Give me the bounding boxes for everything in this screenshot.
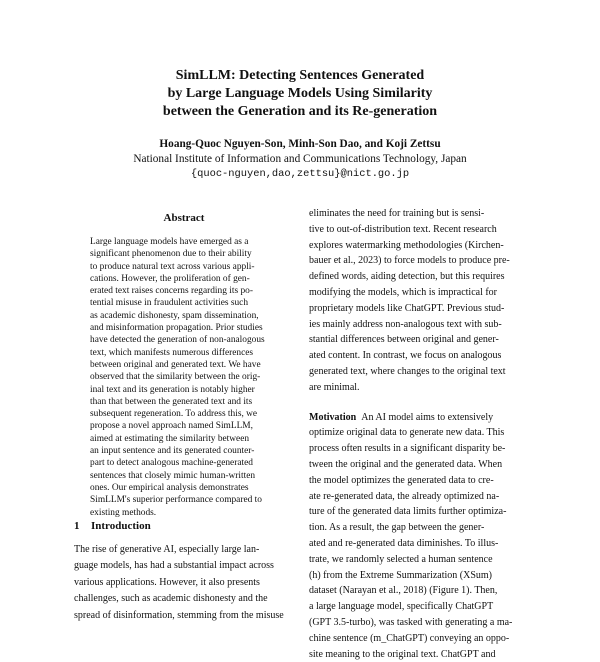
motivation-first-text: An AI model aims to extensively: [361, 411, 494, 423]
body-line: the model optimizes the generated data to cre-: [309, 474, 494, 486]
body-line: ies mainly address non-analogous text with sub-: [309, 318, 502, 330]
paragraph-gap: [309, 396, 531, 410]
introduction-body: [74, 542, 296, 624]
body-line: ated and re-generated data diminishes. To illus-: [309, 537, 499, 549]
body-line: tive to out-of-distribution text. Recent research: [309, 223, 497, 235]
abstract-line: between original and generated text. We have: [90, 359, 261, 370]
body-line: site meaning to the original text. ChatGPT and: [309, 648, 496, 660]
abstract-line: aimed at estimating the similarity between: [90, 433, 250, 444]
abstract-line: an input sentence and its generated counter-: [90, 446, 255, 457]
body-line: are minimal.: [309, 381, 360, 393]
body-line: generated text, where changes to the original text: [309, 365, 506, 377]
motivation-label: Motivation: [309, 411, 357, 423]
section-number: 1: [74, 520, 80, 532]
body-line: bauer et al., 2023) to force models to produce pre-: [309, 255, 510, 267]
abstract-line: than that between the generated text and its: [90, 396, 253, 407]
author-names: Hoang-Quoc Nguyen-Son, Minh-Son Dao, and Koji Zettsu: [159, 138, 441, 150]
body-line: (GPT 3.5-turbo), was tasked with generating a ma-: [309, 616, 513, 628]
abstract-line: existing methods.: [90, 507, 157, 518]
body-line: trate, we randomly selected a human sentence: [309, 553, 493, 565]
right-column: [309, 206, 531, 662]
body-line: dataset (Narayan et al., 2018) (Figure 1). Then,: [309, 585, 498, 597]
body-line: stantial differences between original and gener-: [309, 334, 499, 346]
body-line: defined words, aiding detection, but this requires: [309, 271, 505, 283]
body-line: explores watermarking methodologies (Kirchen-: [309, 239, 504, 251]
body-line: chine sentence (m_ChatGPT) conveying an oppo-: [309, 632, 510, 644]
author-block: [0, 137, 600, 182]
abstract-line: and misinformation propagation. Prior studies: [90, 323, 263, 334]
abstract-line: have detected the generation of non-analogous: [90, 335, 265, 346]
body-line: optimize original data to generate new data. This: [309, 427, 505, 439]
intro-line: guage models, has had a substantial impact across: [74, 560, 274, 572]
title-line: SimLLM: Detecting Sentences Generated: [175, 68, 425, 83]
author-email: {quoc-nguyen,dao,zettsu}@nict.go.jp: [190, 168, 410, 180]
abstract-line: erated text raises concerns regarding its po-: [90, 286, 253, 297]
abstract-line: inal text and its generation is notably higher: [90, 384, 255, 395]
abstract-line: tential misuse in fraudulent activities such: [90, 298, 249, 309]
body-line: process often results in a significant disparity be-: [309, 443, 506, 455]
title-line: between the Generation and its Re-generation: [162, 104, 438, 119]
body-line: modifying the models, which is impractical for: [309, 286, 498, 298]
abstract-line: subsequent regeneration. To address this, we: [90, 409, 258, 420]
body-line: proprietary models like ChatGPT. Previous stud-: [309, 302, 505, 314]
abstract-line: to produce natural text across various appli-: [90, 261, 255, 272]
abstract-line: sentences that closely mimic human-written: [90, 470, 256, 481]
abstract-line: as academic dishonesty, spam dissemination,: [90, 310, 259, 321]
intro-line: various applications. However, it also presents: [74, 576, 260, 588]
motivation-first-line: [309, 410, 531, 426]
abstract-line: cations. However, the proliferation of gen-: [90, 273, 250, 284]
abstract-line: observed that the similarity between the orig-: [90, 372, 261, 383]
section-heading-introduction: [74, 520, 151, 532]
body-line: (h) from the Extreme Summarization (XSum): [309, 569, 493, 581]
affiliation: National Institute of Information and Communications Technology, Japan: [133, 153, 467, 165]
intro-line: challenges, such as academic dishonesty and the: [74, 593, 268, 605]
body-line: ate re-generated data, the already optimized na-: [309, 490, 500, 502]
title-line: by Large Language Models Using Similarity: [167, 86, 433, 101]
abstract-line: ones. Our empirical analysis demonstrates: [90, 482, 249, 493]
abstract-line: SimLLM's superior performance compared to: [90, 495, 262, 506]
abstract-line: propose a novel approach named SimLLM,: [90, 421, 253, 432]
abstract-line: significant phenomenon due to their ability: [90, 249, 252, 260]
body-line: ture of the generated data limits further optimiza-: [309, 506, 507, 518]
body-line: a large language model, specifically ChatGPT: [309, 601, 494, 613]
intro-line: The rise of generative AI, especially large lan-: [74, 544, 260, 555]
body-line: eliminates the need for training but is sensi-: [309, 208, 485, 219]
body-line: tween the original and the generated data. When: [309, 458, 503, 470]
abstract-line: text, which manifests numerous differences: [90, 347, 254, 358]
intro-line: spread of disinformation, stemming from the misuse: [74, 609, 284, 621]
abstract-line: part to detect analogous machine-generated: [90, 458, 253, 469]
paper-title: [0, 67, 600, 121]
abstract-heading: Abstract: [163, 212, 205, 224]
abstract-body: [90, 236, 278, 519]
body-line: ated content. In contrast, we focus on analogous: [309, 350, 502, 362]
abstract-line: Large language models have emerged as a: [90, 237, 249, 247]
body-line: tion. As a result, the gap between the gener-: [309, 522, 485, 534]
section-title: Introduction: [91, 520, 151, 532]
